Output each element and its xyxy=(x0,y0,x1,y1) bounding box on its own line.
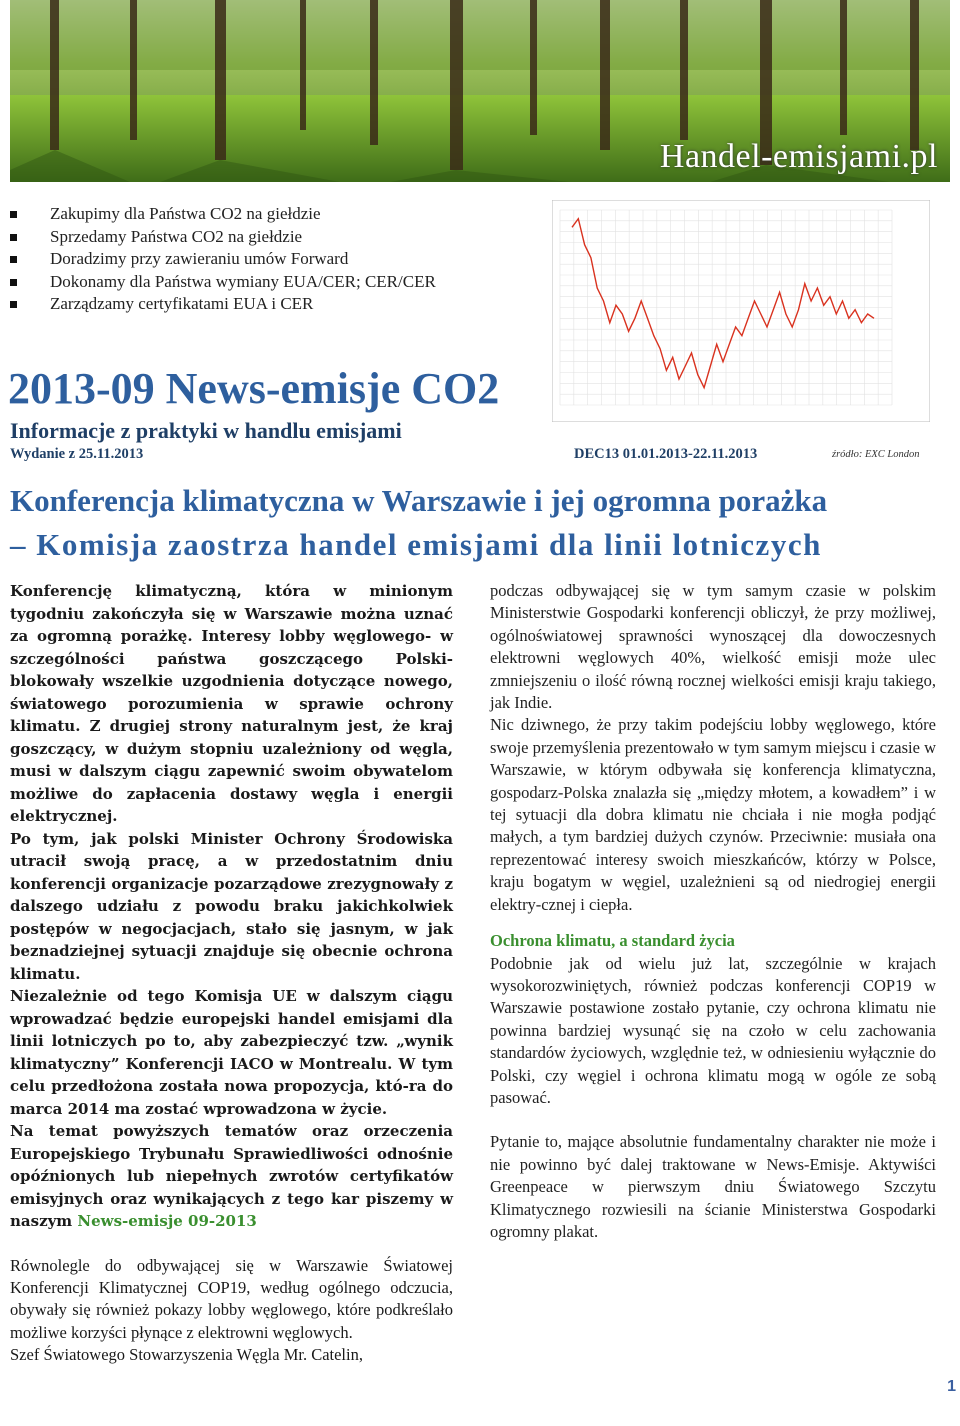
left-column xyxy=(10,580,453,1367)
price-chart-svg xyxy=(552,200,930,422)
paragraph: Konferencję klimatyczną, która w minionym tygodniu zakończyła się w Warszawie można uznać za ogromną porażkę. Interesy lobby węglowego- w szczególności państwa goszczącego Polski- blokowały wszelkie uzgodnienia dotyczące nowego, światowego porozumienia w sprawie ochrony klimatu. Z drugiej strony naturalnym jest, że kraj goszczący, w dużym stopniu uzależniony od węgla, musi w dalszym ciągu zapewnić swoim obywatelom możliwe do zapłacenia dostawy węgla i energii elektrycznej. xyxy=(10,582,453,825)
edition-date: Wydanie z 25.11.2013 xyxy=(10,446,144,462)
list-item: Sprzedamy Państwa CO2 na giełdzie xyxy=(8,226,436,249)
paragraph: Niezależnie od tego Komisja UE w dalszym ciągu wprowadzać będzie europejski handel emisjami dla linii lotniczych po to, aby zabezpieczyć tzw. „wynik klimatyczny” Konferencji IACO w Montrealu. W tym celu przedłożona została nowa propozycja, któ-ra do marca 2014 ma zostać wprowadzona w życie. xyxy=(10,987,453,1118)
paragraph: Na temat powyższych tematów oraz orzeczenia Europejskiego Trybunału Sprawiedliwości odnośnie opóźnionych lub niepełnych zwrotów certyfikatów emisyjnych oraz wynikających z tego kar piszemy w naszym News-emisje 09-2013 xyxy=(10,1122,453,1230)
list-item: Dokonamy dla Państwa wymiany EUA/CER; CER/CER xyxy=(8,271,436,294)
services-list xyxy=(8,203,436,316)
paragraph: Równolegle do odbywającej się w Warszawie Światowej Konferencji Klimatycznej COP19, według ogólnego odczucia, obywały się również pokazy lobby węglowego, które podkreślało możliwe korzyści płynące z elektrowni węglowych. xyxy=(10,1255,453,1342)
section-heading: Ochrona klimatu, a standard życia xyxy=(490,931,735,951)
list-item: Zakupimy dla Państwa CO2 na giełdzie xyxy=(8,203,436,226)
headline-line-1: Konferencja klimatyczna w Warszawie i jej ogromna porażka xyxy=(10,483,828,518)
paragraph: Szef Światowego Stowarzyszenia Węgla Mr. Catelin, xyxy=(10,1345,363,1365)
right-column xyxy=(490,580,936,1243)
headline-line-2: – Komisja zaostrza handel emisjami dla linii lotniczych xyxy=(10,527,822,562)
article-headline xyxy=(10,479,955,567)
paragraph: podczas odbywającej się w tym samym czasie w polskim Ministerstwie Gospodarki konferencji obliczył, że przy możliwej, ogólnoświatowej sprawności wynoszącej dla dowoczesnych elektrowni węglowych 40%, wielkość emisji może ulec zmniejszeniu o ilość równą rocznej wielkości emisji kraju takiego, jak Indie. xyxy=(490,581,936,713)
bullet-icon xyxy=(10,256,17,263)
bullet-icon xyxy=(10,234,17,241)
paragraph: Nic dziwnego, że przy takim podejściu lobby węglowego, które swoje przemyślenia prezentowało w tym samym miejscu i czasie w Warszawie, w którym odbywała się konferencja klimatyczna, gospodarz-Polska znalazła się „między młotem, a kowadłem” i w tej sytuacji dla dobra klimatu nie chciała i nie mogła podjąć małych, a tym bardziej dużych czynów. Przeciwnie: musiała ona reprezentować interesy swoich mieszkańców, którzy w Polsce, kraju bogatym w węgiel, uzależnieni są od niedrogiej energii elektry-cznej i ciepła. xyxy=(490,715,936,914)
list-item: Doradzimy przy zawieraniu umów Forward xyxy=(8,248,436,271)
paragraph: Podobnie jak od wielu już lat, szczególnie w krajach wysokorozwiniętych, również podczas konferencji COP19 w Warszawie postawione zostało pytanie, czy ochrona klimatu nie powinna bardziej wysunąć się na czoło w celu zachowania standardów życiowych, względnie też, w odniesieniu wyłącznie do Polski, czy węgiel i ochrona klimatu mogą w ogóle ze sobą pasować. xyxy=(490,953,936,1107)
paragraph: Pytanie to, mające absolutnie fundamentalny charakter nie może i nie powinno być dalej traktowane w News-Emisje. Aktywiści Greenpeace w pierwszym dniu Światowego Szczytu Klimatycznego rozwiesili na ścianie Ministerstwa Gospodarki ogromny plakat. xyxy=(490,1132,936,1241)
price-chart xyxy=(552,200,930,422)
brand-logo: Handel-emisjami.pl xyxy=(659,138,938,175)
news-emisje-link[interactable]: News-emisje 09-2013 xyxy=(77,1212,257,1230)
header-banner-image xyxy=(10,0,950,182)
chart-caption: DEC13 01.01.2013-22.11.2013 xyxy=(574,446,758,462)
paragraph: Po tym, jak polski Minister Ochrony Środowiska utracił swoją pracę, a w przedostatnim dniu konferencji organizacje pozarządowe zrezygnowały z dalszego udziału z powodu braku jakichkolwiek postępów w negocjacjach, stało się jasnym, w jak beznadziejnej sytuacji znajduje się obecnie ochrona klimatu. xyxy=(10,829,453,983)
bullet-icon xyxy=(10,301,17,308)
bullet-icon xyxy=(10,211,17,218)
newsletter-subtitle: Informacje z praktyki w handlu emisjami xyxy=(10,418,402,443)
page-number: 1 xyxy=(947,1378,956,1395)
chart-source: źródło: EXC London xyxy=(832,449,920,460)
list-item: Zarządzamy certyfikatami EUA i CER xyxy=(8,293,436,316)
newsletter-title: 2013-09 News-emisje CO2 xyxy=(8,364,500,413)
bullet-icon xyxy=(10,279,17,286)
